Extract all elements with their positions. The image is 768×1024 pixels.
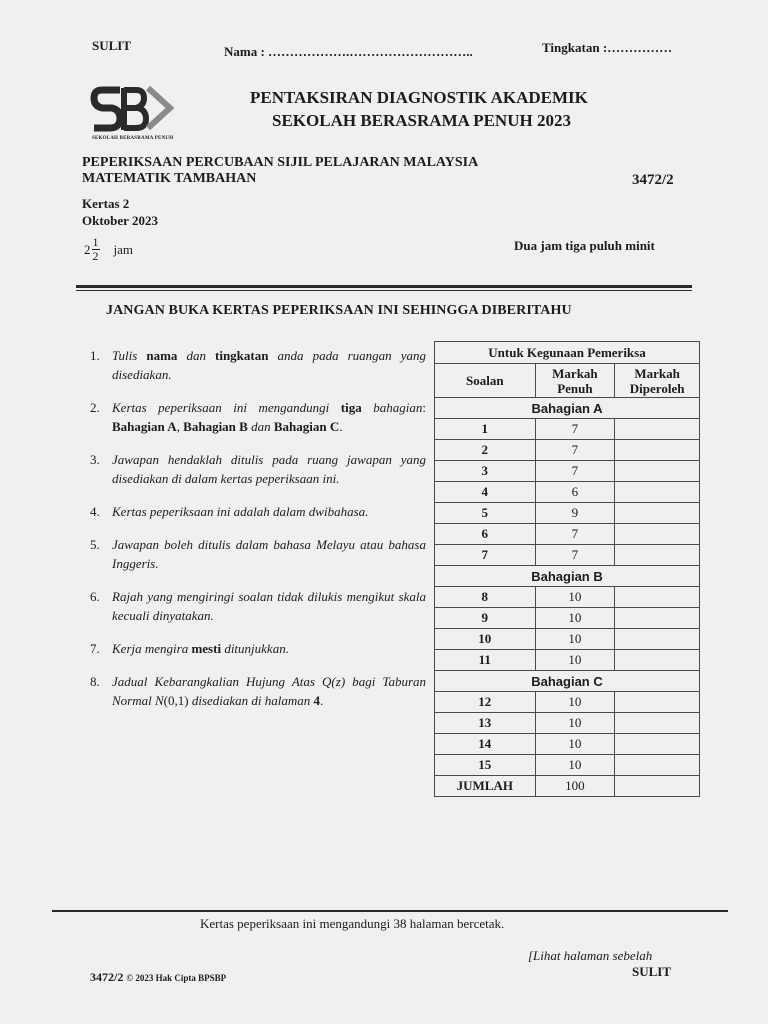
table-row: 5 9 — [435, 503, 700, 524]
instruction-2: 2. Kertas peperiksaan ini mengandungi tiga bahagian: Bahagian A, Bahagian B dan Bahagian C. — [90, 400, 426, 434]
table-row: 11 10 — [435, 650, 700, 671]
title-line-1: PENTAKSIRAN DIAGNOSTIK AKADEMIK — [250, 88, 588, 107]
table-row: 2 7 — [435, 440, 700, 461]
table-row: 9 10 — [435, 608, 700, 629]
column-header-markah-penuh: Markah Penuh — [535, 364, 615, 398]
score-cell[interactable] — [615, 650, 700, 671]
name-field-label: Nama : ……………….……………………….. — [224, 44, 473, 59]
column-header-soalan: Soalan — [435, 364, 536, 398]
instruction-8: 8. Jadual Kebarangkalian Hujung Atas Q(z) bagi Taburan Normal N(0,1) disediakan di halaman 4. — [90, 674, 427, 708]
score-cell[interactable] — [615, 713, 700, 734]
score-cell[interactable] — [615, 587, 700, 608]
see-next-page: [Lihat halaman sebelah — [528, 948, 653, 963]
score-cell[interactable] — [615, 503, 700, 524]
exam-date: Oktober 2023 — [82, 213, 158, 228]
footer-sulit: SULIT — [632, 964, 672, 979]
table-row: 10 10 — [435, 629, 700, 650]
score-cell[interactable] — [615, 482, 700, 503]
table-row: 4 6 — [435, 482, 700, 503]
exam-name: PEPERIKSAAN PERCUBAAN SIJIL PELAJARAN MALAYSIA — [82, 155, 479, 170]
total-label: JUMLAH — [435, 776, 536, 797]
examiner-table — [434, 341, 700, 797]
instruction-7: 7. Kerja mengira mesti ditunjukkan. — [90, 641, 289, 656]
footer-divider — [52, 910, 728, 912]
score-cell[interactable] — [615, 440, 700, 461]
instruction-1: 1. Tulis nama dan tingkatan anda pada ruangan yang disediakan. — [90, 348, 426, 382]
warning-text: JANGAN BUKA KERTAS PEPERIKSAAN INI SEHINGGA DIBERITAHU — [106, 303, 572, 318]
score-cell[interactable] — [615, 692, 700, 713]
divider-thick — [76, 285, 692, 288]
logo-caption: SEKOLAH BERASRAMA PENUH — [92, 136, 174, 141]
duration-unit: jam — [113, 241, 133, 257]
score-cell[interactable] — [615, 461, 700, 482]
fraction-numerator: 1 — [92, 235, 99, 249]
score-cell[interactable] — [615, 524, 700, 545]
table-row: 7 7 — [435, 545, 700, 566]
instruction-5: 5. Jawapan boleh ditulis dalam bahasa Melayu atau bahasa Inggeris. — [90, 537, 426, 571]
duration-text: Dua jam tiga puluh minit — [514, 238, 655, 253]
paper-info — [82, 155, 478, 187]
table-title: Untuk Kegunaan Pemeriksa — [435, 342, 700, 364]
score-cell[interactable] — [615, 734, 700, 755]
duration — [84, 236, 133, 263]
duration-fraction — [92, 236, 100, 263]
score-cell[interactable] — [615, 755, 700, 776]
table-row: 12 10 — [435, 692, 700, 713]
table-row: 1 7 — [435, 419, 700, 440]
sbp-logo-icon — [90, 84, 190, 144]
section-b-header: Bahagian B — [435, 566, 700, 587]
divider-thin — [76, 290, 692, 291]
total-score-cell[interactable] — [615, 776, 700, 797]
paper-number: Kertas 2 — [82, 196, 130, 211]
table-row: 6 7 — [435, 524, 700, 545]
duration-whole: 2 — [84, 241, 91, 257]
instruction-3: 3. Jawapan hendaklah ditulis pada ruang jawapan yang disediakan di dalam kertas peperiksaan ini. — [90, 452, 426, 486]
subject-name: MATEMATIK TAMBAHAN — [82, 171, 257, 186]
table-row: 15 10 — [435, 755, 700, 776]
footer-code: 3472/2 © 2023 Hak Cipta BPSBP — [90, 970, 227, 984]
copyright: © 2023 Hak Cipta BPSBP — [126, 973, 227, 983]
column-header-markah-diperoleh: Markah Diperoleh — [615, 364, 700, 398]
score-cell[interactable] — [615, 419, 700, 440]
table-row: 14 10 — [435, 734, 700, 755]
total-value: 100 — [535, 776, 615, 797]
instruction-6: 6. Rajah yang mengiringi soalan tidak dilukis mengikut skala kecuali dinyatakan. — [90, 589, 426, 623]
table-row: 3 7 — [435, 461, 700, 482]
score-cell[interactable] — [615, 608, 700, 629]
form-field-label: Tingkatan :…………… — [542, 40, 673, 55]
title-line-2: SEKOLAH BERASRAMA PENUH 2023 — [272, 111, 571, 130]
section-a-header: Bahagian A — [435, 398, 700, 419]
paper-code: 3472/2 — [632, 172, 674, 188]
instructions-list — [90, 346, 426, 724]
header-sulit: SULIT — [92, 38, 132, 53]
page-count-text: Kertas peperiksaan ini mengandungi 38 halaman bercetak. — [200, 916, 505, 931]
score-cell[interactable] — [615, 629, 700, 650]
table-row: 8 10 — [435, 587, 700, 608]
fraction-denominator: 2 — [92, 249, 99, 263]
section-c-header: Bahagian C — [435, 671, 700, 692]
table-row: 13 10 — [435, 713, 700, 734]
instruction-4: 4. Kertas peperiksaan ini adalah dalam dwibahasa. — [90, 504, 369, 519]
total-row — [435, 776, 700, 797]
score-cell[interactable] — [615, 545, 700, 566]
